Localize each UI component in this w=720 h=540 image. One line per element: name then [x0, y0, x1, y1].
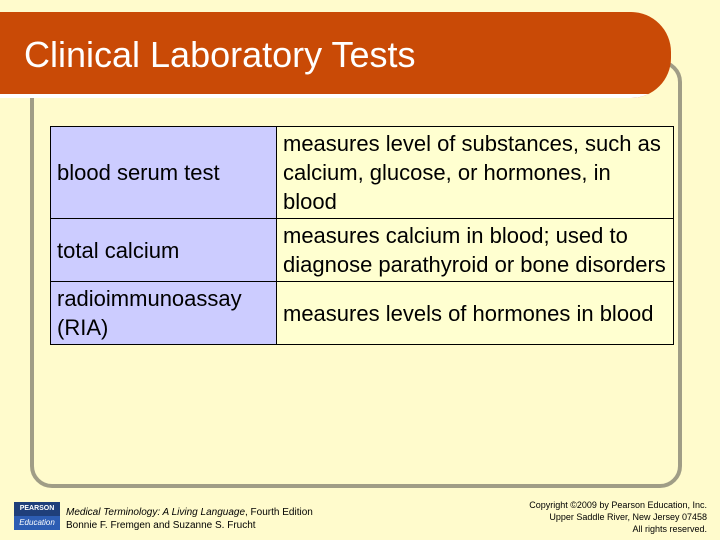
book-title: Medical Terminology: A Living Language [66, 507, 245, 518]
copyright-line: Upper Saddle River, New Jersey 07458 [549, 512, 707, 522]
term-cell: radioimmunoassay (RIA) [51, 282, 277, 345]
table-row [51, 127, 674, 219]
book-credit [66, 506, 313, 532]
slide-title: Clinical Laboratory Tests [24, 34, 416, 75]
table-row [51, 282, 674, 345]
copyright-line: All rights reserved. [632, 524, 707, 534]
copyright-line: Copyright ©2009 by Pearson Education, Inc. [529, 500, 707, 510]
book-authors: Bonnie F. Fremgen and Suzanne S. Frucht [66, 520, 256, 531]
term-cell: total calcium [51, 219, 277, 282]
term-cell: blood serum test [51, 127, 277, 219]
definition-cell: measures levels of hormones in blood [277, 282, 674, 345]
definition-cell: measures calcium in blood; used to diagnose parathyroid or bone disorders [277, 219, 674, 282]
pearson-logo [14, 502, 60, 530]
logo-top-text: PEARSON [19, 505, 55, 512]
table-row [51, 219, 674, 282]
book-edition: , Fourth Edition [245, 507, 313, 518]
banner-divider [0, 94, 671, 98]
copyright-notice [529, 499, 707, 535]
logo-bottom-text: Education [14, 516, 60, 530]
lab-tests-table [50, 126, 674, 345]
definition-cell: measures level of substances, such as calcium, glucose, or hormones, in blood [277, 127, 674, 219]
